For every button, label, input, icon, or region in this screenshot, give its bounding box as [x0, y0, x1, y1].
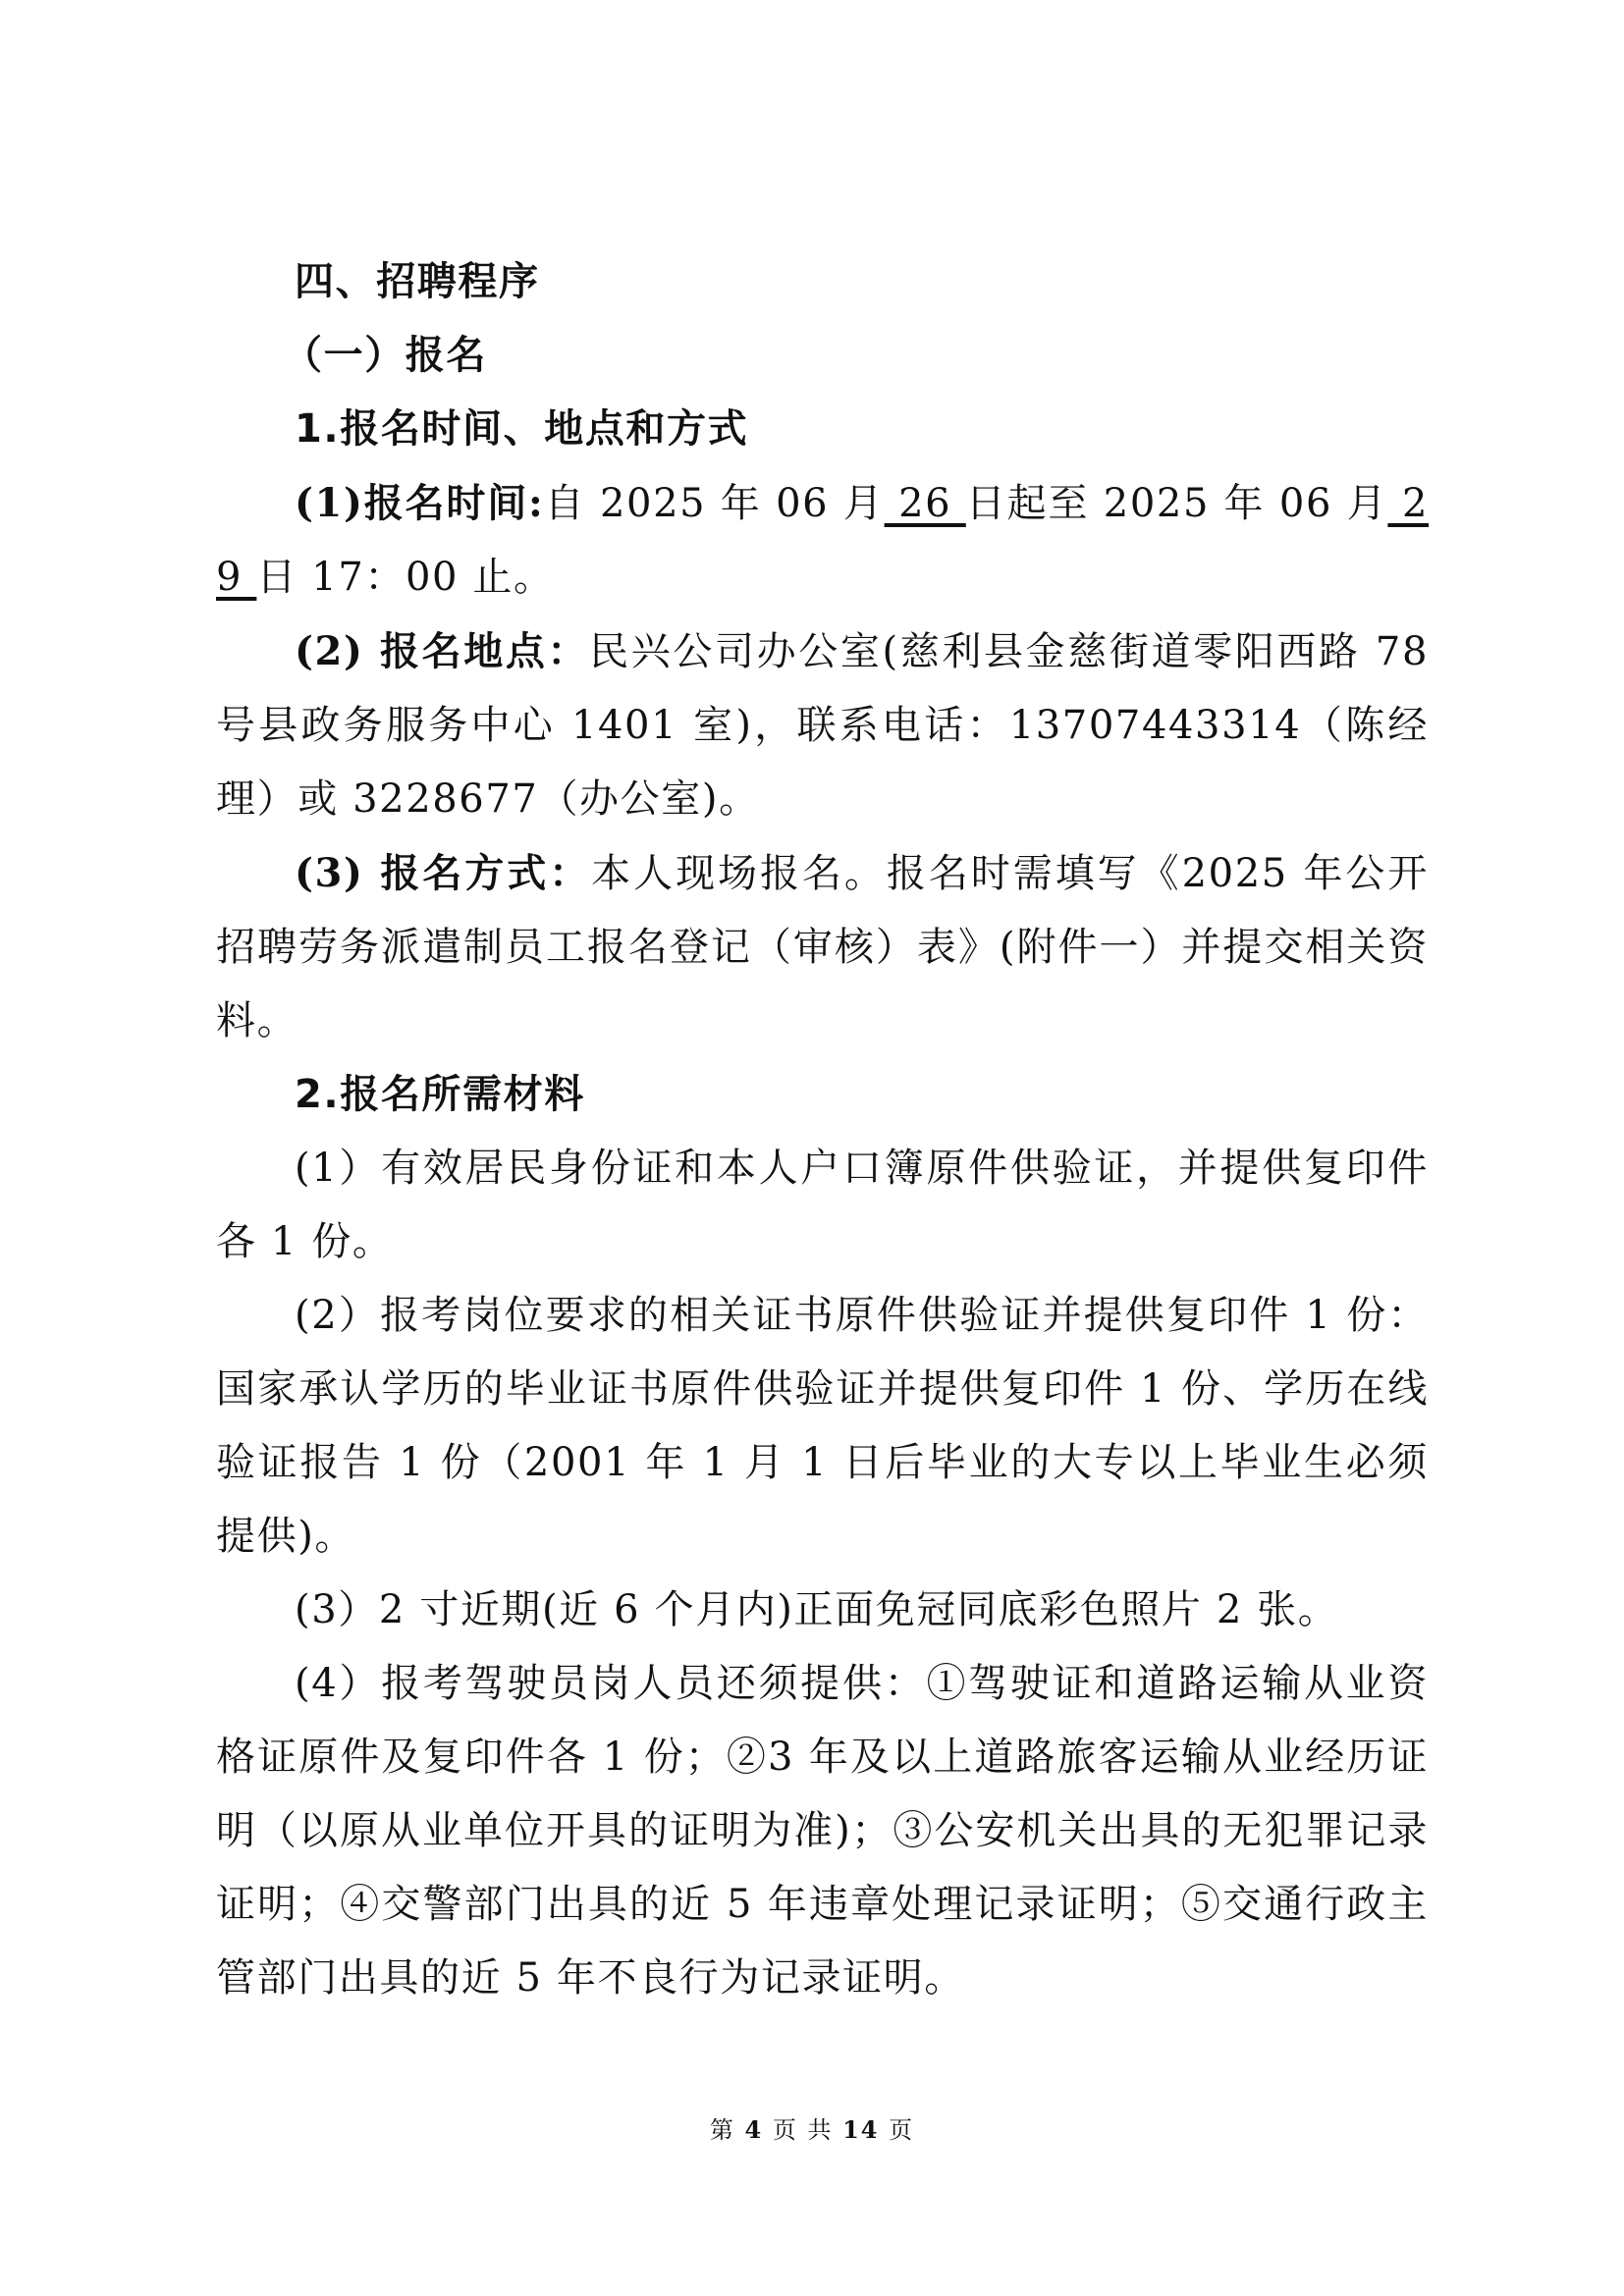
footer-post: 页 [879, 2116, 915, 2144]
item1-title: 1.报名时间、地点和方式 [295, 406, 749, 452]
registration-start-day: 26 [884, 481, 966, 526]
registration-method-label: (3) 报名方式： [295, 850, 592, 896]
registration-method-text: 本人现场报名。报名时需填写《2025 年公开招聘劳务派遣制员工报名登记（审核）表》(附件一）并提交相关资料。 [216, 851, 1429, 1043]
registration-time-text-c: 日 17：00 止。 [256, 555, 555, 600]
registration-time-text-a: 自 2025 年 06 月 [544, 481, 885, 526]
material-item-2: (2）报考岗位要求的相关证书原件供验证并提供复印件 1 份：国家承认学历的毕业证书原件供验证并提供复印件 1 份、学历在线验证报告 1 份（2001 年 1 月 1 日后毕业的大专以上毕业生必须提供)。 [216, 1293, 1429, 1559]
registration-end-day: 29 [216, 481, 1429, 600]
registration-place-paragraph [216, 614, 1429, 836]
registration-method-paragraph [216, 836, 1429, 1058]
footer-mid: 页 共 [763, 2116, 843, 2144]
registration-place-label: (2) 报名地点： [295, 628, 590, 674]
document-body [216, 245, 1429, 2015]
registration-place-text: 民兴公司办公室(慈利县金慈街道零阳西路 78 号县政务服务中心 1401 室)，联系电话：13707443314（陈经理）或 3228677（办公室)。 [216, 629, 1429, 822]
page-footer [0, 2110, 1624, 2145]
item2-title: 2.报名所需材料 [295, 1072, 585, 1117]
subsection-heading: （一）报名 [283, 333, 487, 378]
footer-page-number: 4 [744, 2115, 764, 2144]
section-heading: 四、招聘程序 [295, 259, 540, 304]
material-item-1: (1）有效居民身份证和本人户口簿原件供验证，并提供复印件各 1 份。 [216, 1146, 1429, 1264]
registration-time-paragraph [216, 466, 1429, 614]
footer-pre: 第 [709, 2116, 745, 2144]
material-item-3: (3）2 寸近期(近 6 个月内)正面免冠同底彩色照片 2 张。 [295, 1587, 1339, 1632]
footer-total-pages: 14 [842, 2115, 880, 2144]
registration-time-label: (1)报名时间: [295, 480, 545, 526]
registration-time-text-b: 日起至 2025 年 06 月 [965, 481, 1388, 526]
material-item-4: (4）报考驾驶员岗人员还须提供：①驾驶证和道路运输从业资格证原件及复印件各 1 份；②3 年及以上道路旅客运输从业经历证明（以原从业单位开具的证明为准)；③公安机关出具的无犯罪记录证明；④交警部门出具的近 5 年违章处理记录证明；⑤交通行政主管部门出具的近 5 年不良行为记录证明。 [216, 1661, 1429, 2001]
